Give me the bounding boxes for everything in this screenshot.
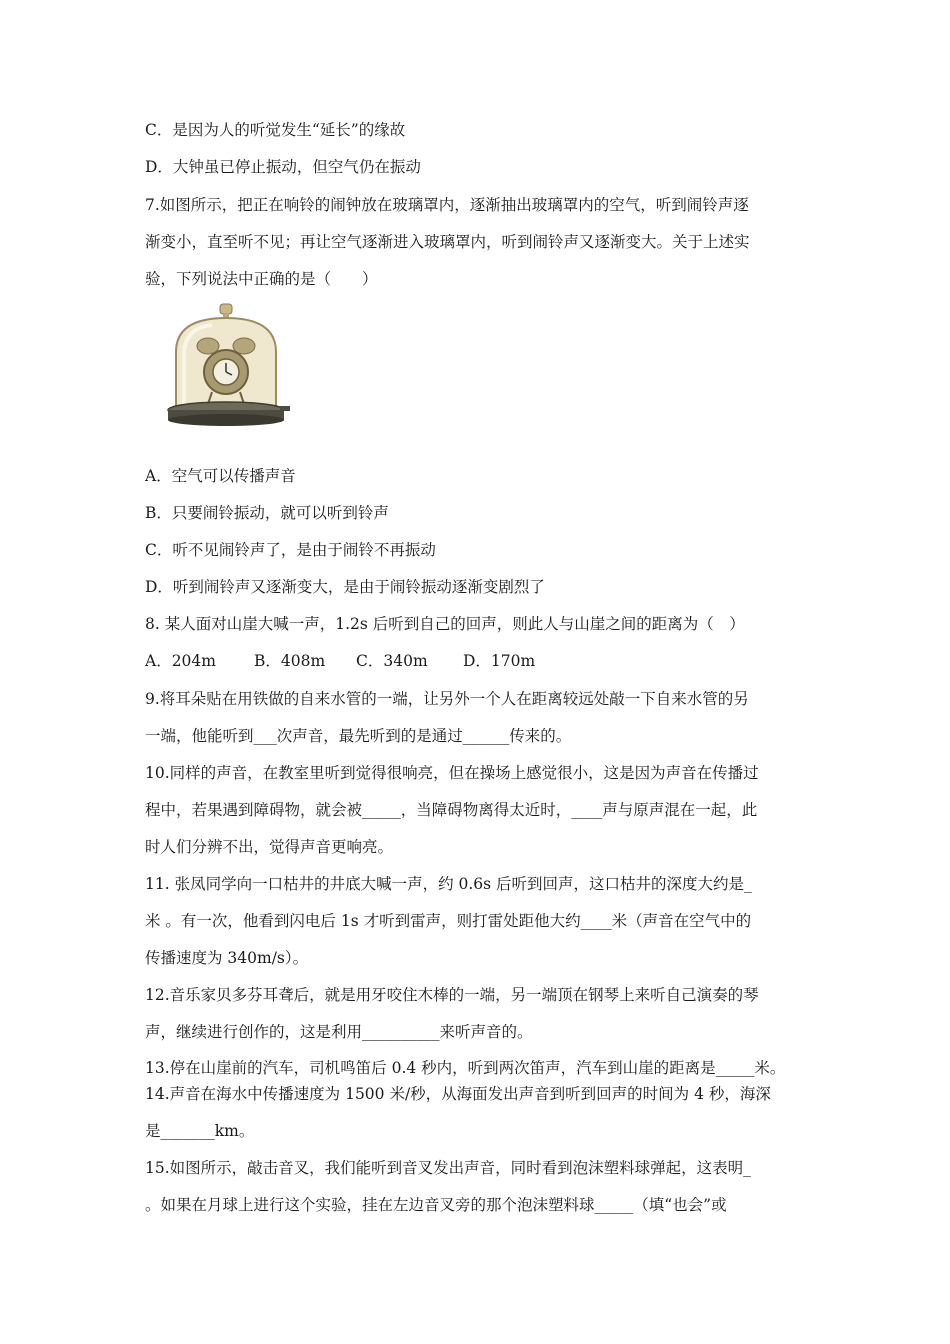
bell-jar-alarm-clock-figure <box>162 300 290 434</box>
q7-option-a: A．空气可以传播声音 <box>145 467 296 485</box>
q8-stem: 8. 某人面对山崖大喊一声，1.2s 后听到自己的回声，则此人与山崖之间的距离为（ ） <box>145 615 745 633</box>
q14-line-2: 是_______km。 <box>145 1122 255 1140</box>
q10-line-3: 时人们分辨不出，觉得声音更响亮。 <box>145 838 394 856</box>
q8-option-b: B．408m <box>254 652 326 670</box>
q7-option-d: D．听到闹铃声又逐渐变大，是由于闹铃振动逐渐变剧烈了 <box>145 578 545 596</box>
q8-option-d: D．170m <box>463 652 536 670</box>
q11-line-1: 11. 张凤同学向一口枯井的井底大喊一声，约 0.6s 后听到回声，这口枯井的深度大约是_ <box>145 875 752 893</box>
q11-line-3: 传播速度为 340m/s）。 <box>145 949 309 967</box>
q14-line-1: 14.声音在海水中传播速度为 1500 米/秒，从海面发出声音到听到回声的时间为 4 秒，海深 <box>145 1085 771 1103</box>
q10-line-1: 10.同样的声音，在教室里听到觉得很响亮，但在操场上感觉很小，这是因为声音在传播过 <box>145 764 759 782</box>
q7-stem-line-2: 渐变小，直至听不见；再让空气逐渐进入玻璃罩内，听到闹铃声又逐渐变大。关于上述实 <box>145 233 750 251</box>
q8-option-a: A．204m <box>145 652 216 670</box>
q7-option-b: B．只要闹铃振动，就可以听到铃声 <box>145 504 389 522</box>
q11-line-2: 米 。有一次，他看到闪电后 1s 才听到雷声，则打雷处距他大约____米（声音在空气中的 <box>145 912 752 930</box>
q8-options <box>145 651 535 671</box>
q9-line-2: 一端，他能听到___次声音，最先听到的是通过______传来的。 <box>145 727 572 745</box>
q12-line-2: 声，继续进行创作的，这是利用__________来听声音的。 <box>145 1023 533 1041</box>
q7-option-c: C．听不见闹铃声了，是由于闹铃不再振动 <box>145 541 436 559</box>
q10-line-2: 程中，若果遇到障碍物，就会被_____，当障碍物离得太近时，____声与原声混在一起，此 <box>145 801 758 819</box>
q15-line-1: 15.如图所示，敲击音叉，我们能听到音叉发出声音，同时看到泡沫塑料球弹起，这表明_ <box>145 1159 751 1177</box>
q9-line-1: 9.将耳朵贴在用铁做的自来水管的一端，让另外一个人在距离较远处敲一下自来水管的另 <box>145 690 749 708</box>
q8-option-c: C．340m <box>356 652 428 670</box>
q15-line-2: 。如果在月球上进行这个实验，挂在左边音叉旁的那个泡沫塑料球_____（填“也会”或 <box>145 1196 727 1214</box>
q7-stem-line-1: 7.如图所示，把正在响铃的闹钟放在玻璃罩内，逐渐抽出玻璃罩内的空气，听到闹铃声逐 <box>145 196 749 214</box>
q7-stem-line-3: 验，下列说法中正确的是（ ） <box>145 270 378 288</box>
q12-line-1: 12.音乐家贝多芬耳聋后，就是用牙咬住木棒的一端，另一端顶在钢琴上来听自己演奏的琴 <box>145 986 759 1004</box>
q6-option-d: D．大钟虽已停止振动，但空气仍在振动 <box>145 158 421 176</box>
q13-line: 13.停在山崖前的汽车，司机鸣笛后 0.4 秒内，听到两次笛声，汽车到山崖的距离是_____米。 <box>145 1059 786 1077</box>
q6-option-c: C．是因为人的听觉发生“延长”的缘故 <box>145 121 406 139</box>
